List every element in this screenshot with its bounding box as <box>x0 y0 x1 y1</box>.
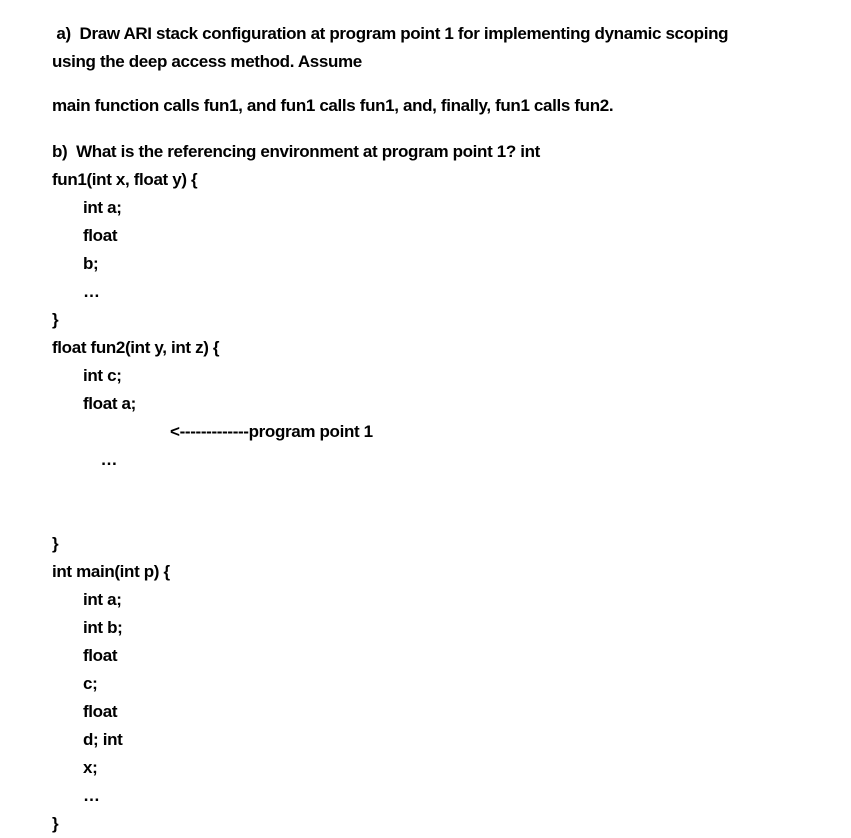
code-line-ellipsis: … <box>83 786 100 805</box>
code-line: int a; <box>83 198 122 217</box>
code-line: float <box>83 702 118 721</box>
code-line: float a; <box>83 394 136 413</box>
code-fun2-header: float fun2(int y, int z) { <box>52 338 220 357</box>
code-fun1-header: fun1(int x, float y) { <box>52 170 198 189</box>
question-a-line2: using the deep access method. Assume <box>52 52 362 71</box>
question-a-call-chain: main function calls fun1, and fun1 calls fun1, and, finally, fun1 calls fun2. <box>52 96 614 115</box>
program-point-1-arrow-label: <-------------program point 1 <box>170 422 373 441</box>
question-a-line1: a) Draw ARI stack configuration at program point 1 for implementing dynamic scoping <box>52 24 729 43</box>
code-main-close-brace: } <box>52 814 59 833</box>
code-line-ellipsis: … <box>100 450 118 469</box>
code-line: d; int <box>83 730 123 749</box>
code-line: b; <box>83 254 99 273</box>
code-fun1-close-brace: } <box>52 310 59 329</box>
code-main-header: int main(int p) { <box>52 562 170 581</box>
code-line: c; <box>83 674 98 693</box>
code-line: int b; <box>83 618 123 637</box>
program-point-annotation-line <box>52 418 831 530</box>
code-line: float <box>83 646 118 665</box>
code-line-ellipsis: … <box>83 282 100 301</box>
code-line: int a; <box>83 590 122 609</box>
code-line: x; <box>83 758 98 777</box>
code-line: float <box>83 226 118 245</box>
code-line: int c; <box>83 366 122 385</box>
paragraph-spacer <box>52 120 831 138</box>
question-b-line1: b) What is the referencing environment at program point 1? int <box>52 142 540 161</box>
paragraph-spacer <box>52 76 831 92</box>
code-fun2-close-brace: } <box>52 534 59 553</box>
